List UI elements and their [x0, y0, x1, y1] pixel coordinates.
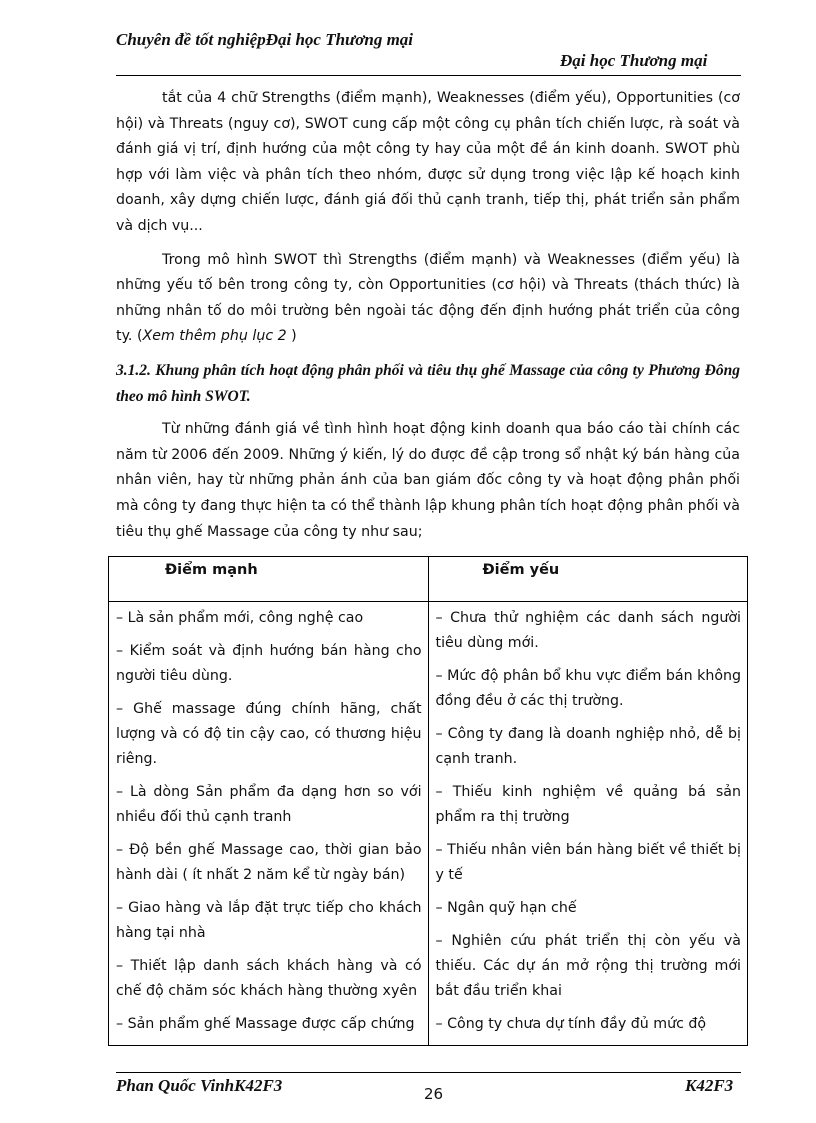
strengths-item: – Kiểm soát và định hướng bán hàng cho người tiêu dùng.: [116, 643, 422, 684]
strengths-item: – Thiết lập danh sách khách hàng và có chế độ chăm sóc khách hàng thường xyên: [116, 958, 422, 999]
strengths-item: – Là dòng Sản phẩm đa dạng hơn so với nhiều đối thủ cạnh tranh: [116, 784, 422, 825]
weaknesses-item: – Ngân quỹ hạn chế: [435, 900, 577, 916]
paragraph-framework: Từ những đánh giá về tình hình hoạt động kinh doanh qua báo cáo tài chính các năm từ 2006 đến 2009. Những ý kiến, lý do được đề cập trong sổ nhật ký bán hàng của nhân viên, hay từ những phản ánh của ban giám đốc công ty và hoạt động phân phối mà công ty đang thực hiện ta có thể thành lập khung phân tích hoạt động phân phối và tiêu thụ ghế Massage của công ty như sau;: [116, 421, 740, 540]
weaknesses-list: [436, 606, 741, 1037]
weaknesses-header: Điểm yếu: [428, 557, 747, 602]
strengths-item: – Là sản phẩm mới, công nghệ cao: [116, 610, 364, 626]
strengths-cell: [109, 602, 429, 1046]
page-number: 26: [424, 1085, 444, 1103]
strengths-header: Điểm mạnh: [109, 557, 429, 602]
section-heading: 3.1.2. Khung phân tích hoạt động phân phối và tiêu thụ ghế Massage của công ty Phương Đông theo mô hình SWOT.: [116, 361, 740, 405]
weaknesses-item: – Thiếu nhân viên bán hàng biết về thiết bị y tế: [435, 842, 741, 883]
strengths-item: – Sản phẩm ghế Massage được cấp chứng: [116, 1016, 415, 1032]
footer-left: Phan Quốc VinhK42F3: [116, 1076, 283, 1095]
strengths-list: [116, 606, 422, 1037]
weaknesses-item: – Thiếu kinh nghiệm về quảng bá sản phẩm ra thị trường: [435, 784, 741, 825]
table-row: [109, 602, 748, 1046]
weaknesses-item: – Công ty đang là doanh nghiệp nhỏ, dễ bị cạnh tranh.: [435, 726, 741, 767]
paragraph-text: Trong mô hình SWOT thì Strengths (điểm mạnh) và Weaknesses (điểm yếu) là những yếu tố bên trong công ty, còn Opportunities (cơ hội) và Threats (thách thức) là những nhân tố do môi trường bên ngoài tác động đến định hướng phát triển của công ty. (: [116, 251, 740, 345]
weaknesses-item: – Nghiên cứu phát triển thị còn yếu và thiếu. Các dự án mở rộng thị trường mới bắt đầu triển khai: [435, 933, 741, 999]
table-header-row: [109, 557, 748, 602]
weaknesses-item: – Mức độ phân bổ khu vực điểm bán không đồng đều ở các thị trường.: [435, 668, 741, 709]
weaknesses-cell: [428, 602, 747, 1046]
swot-table: [108, 556, 748, 1046]
header-right: Đại học Thương mại: [560, 51, 708, 70]
document-body: [116, 86, 740, 553]
weaknesses-item: – Công ty chưa dự tính đầy đủ mức độ: [435, 1016, 707, 1032]
header-divider: [116, 75, 741, 76]
strengths-item: – Độ bền ghế Massage cao, thời gian bảo hành dài ( ít nhất 2 năm kể từ ngày bán): [116, 842, 422, 883]
appendix-reference: Xem thêm phụ lục 2: [142, 328, 287, 345]
strengths-item: – Giao hàng và lắp đặt trực tiếp cho khách hàng tại nhà: [116, 900, 422, 941]
strengths-item: – Ghế massage đúng chính hãng, chất lượng và có độ tin cậy cao, có thương hiệu riêng.: [116, 701, 422, 767]
header-left: Chuyên đề tốt nghiệpĐại học Thương mại: [116, 30, 414, 49]
paragraph-swot-intro: tắt của 4 chữ Strengths (điểm mạnh), Weaknesses (điểm yếu), Opportunities (cơ hội) và Threats (nguy cơ), SWOT cung cấp một công cụ phân tích chiến lược, rà soát và đánh giá vị trí, định hướng của một công ty hay của một đề án kinh doanh. SWOT phù hợp với làm việc và phân tích theo nhóm, được sử dụng trong việc lập kế hoạch kinh doanh, xây dựng chiến lược, đánh giá đối thủ cạnh tranh, tiếp thị, phát triển sản phẩm và dịch vụ...: [116, 90, 740, 234]
weaknesses-item: – Chưa thử nghiệm các danh sách người tiêu dùng mới.: [435, 610, 741, 651]
paragraph-swot-model: [116, 248, 740, 350]
footer-divider: [116, 1072, 741, 1073]
paragraph-end: ): [286, 328, 297, 345]
footer-right: K42F3: [685, 1076, 734, 1095]
